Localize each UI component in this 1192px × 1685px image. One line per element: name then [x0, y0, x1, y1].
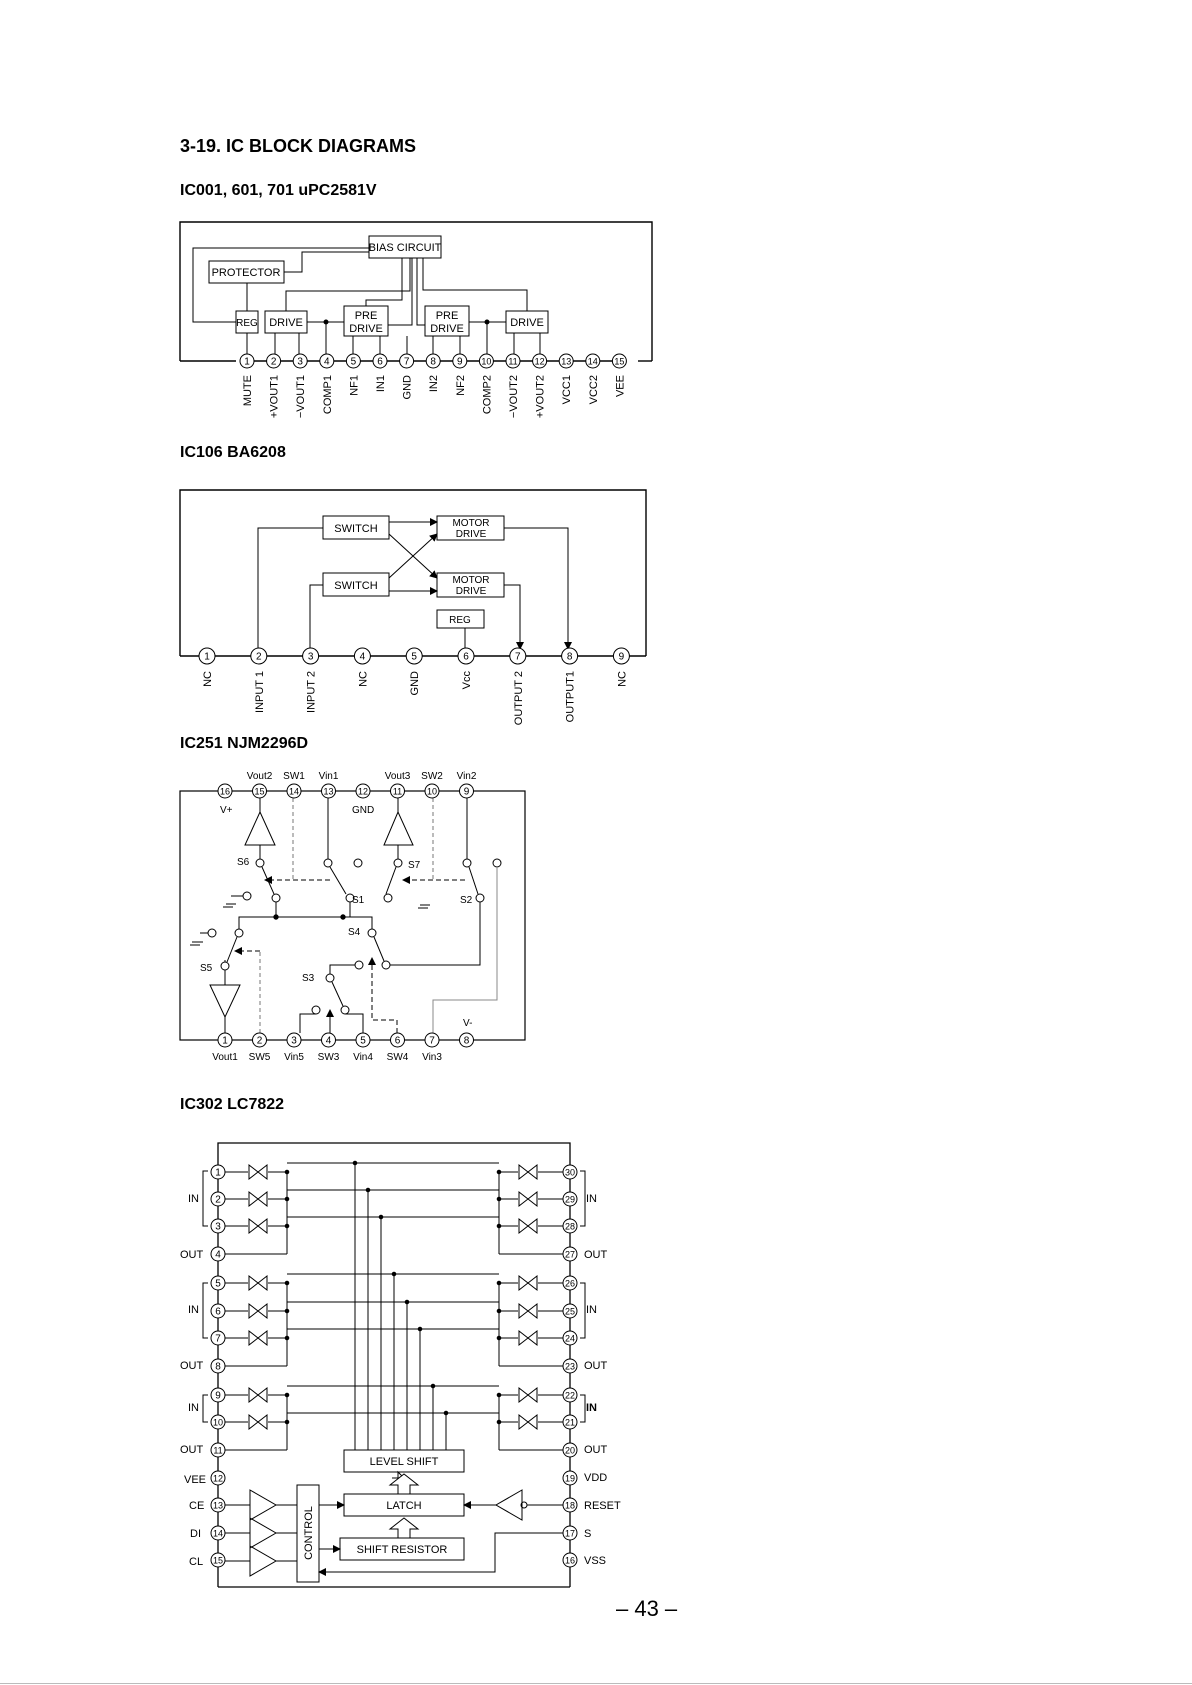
ic302-pin-22-number: 22 [564, 1390, 576, 1401]
ic251-top-label-1: SW1 [283, 771, 305, 782]
ic001-pin-2-number: 2 [270, 356, 277, 368]
ic106-pin-label-9: NC [616, 671, 629, 687]
ic001-pin-4-number: 4 [324, 356, 330, 368]
ic251-top-pin-12-number: 12 [357, 786, 369, 797]
ic251-top-pin-14-number: 14 [288, 786, 300, 797]
ic302-pin-21-number: 21 [564, 1417, 576, 1428]
ic251-bottom-label-0: Vout1 [212, 1052, 238, 1063]
ic302-transmission-gate [249, 1331, 267, 1345]
ic302-pin-24-number: 24 [564, 1333, 576, 1344]
ic302-transmission-gate [519, 1276, 537, 1290]
motor2-label: MOTOR [452, 575, 490, 586]
ic302-transmission-gate [249, 1415, 267, 1429]
reg-label-106: REG [449, 615, 471, 626]
in-label-9: IN [188, 1402, 199, 1414]
ic251-top-label-5: Vin2 [456, 771, 477, 782]
ic302-pin-4-number: 4 [215, 1249, 221, 1261]
in-label-1: IN [188, 1193, 199, 1205]
ic302-pin-28-number: 28 [564, 1221, 576, 1232]
ic106-pin-3-number: 3 [307, 651, 314, 663]
ic001-pin-label-5: NF1 [348, 375, 361, 396]
ic001-pin-11-number: 11 [508, 356, 518, 367]
ic302-pin-16-number: 16 [564, 1555, 576, 1566]
pre1-label: PRE [354, 310, 378, 322]
ic106-pin-6-number: 6 [463, 651, 469, 663]
ic251-title: IC251 NJM2296D [180, 735, 309, 752]
out-label-27: OUT [584, 1249, 608, 1261]
ic001-pin-14-number: 14 [587, 356, 598, 367]
in-label-29: IN [586, 1193, 597, 1205]
ic106-pin-9-number: 9 [618, 651, 625, 663]
ic251-top-pin-13-number: 13 [323, 786, 334, 797]
ic001-pin-1-number: 1 [244, 356, 250, 368]
ic001-pin-label-2: +VOUT1 [268, 375, 281, 419]
ic302-pin-25-number: 25 [564, 1306, 576, 1317]
ic302-pin-15-number: 15 [212, 1555, 224, 1566]
ic106-pin-5-number: 5 [411, 651, 417, 663]
s2-label: S2 [460, 895, 473, 906]
ic302-transmission-gate [519, 1219, 537, 1233]
ic302-pin-23-number: 23 [564, 1361, 576, 1372]
ic302-pin-5-number: 5 [215, 1278, 221, 1290]
ic302-transmission-gate [249, 1304, 267, 1318]
ic302-pin-9-number: 9 [215, 1390, 221, 1402]
reset-inverter [496, 1490, 522, 1520]
ic001-pin-12-number: 12 [534, 356, 545, 367]
in-label-25: IN [586, 1304, 597, 1316]
ic251-bottom-pin-3-number: 3 [291, 1035, 297, 1047]
ic251-bottom-pin-4-number: 4 [325, 1035, 332, 1047]
ic251-diagram [180, 791, 525, 1040]
ic302-pin-18-number: 18 [564, 1500, 576, 1511]
ic106-pin-label-6: Vcc [461, 671, 473, 690]
ic302-pin-17-number: 17 [564, 1528, 576, 1539]
reg-label: REG [236, 318, 258, 329]
schmitt-di [250, 1518, 276, 1548]
s3-label: S3 [302, 973, 315, 984]
reset-label: RESET [584, 1500, 621, 1512]
ic001-pin-label-14: VCC2 [587, 375, 600, 405]
ic251-bottom-label-4: Vin4 [353, 1052, 373, 1063]
amp-vout3 [384, 812, 413, 845]
di-label: DI [190, 1528, 201, 1540]
drive2-label-106: DRIVE [455, 586, 487, 597]
ic001-pin-15-number: 15 [614, 356, 625, 367]
ic001-pin-6-number: 6 [377, 356, 383, 368]
ic106-pin-label-8: OUTPUT1 [564, 671, 577, 723]
latch-label: LATCH [386, 1500, 422, 1512]
ic001-pin-5-number: 5 [350, 356, 357, 368]
ic302-pin-26-number: 26 [564, 1278, 576, 1289]
ic251-top-pin-9-number: 9 [463, 786, 470, 798]
ic001-pin-3-number: 3 [297, 356, 303, 368]
s1-label: S1 [352, 895, 365, 906]
ic106-pin-label-7: OUTPUT 2 [512, 671, 525, 726]
ic302-transmission-gate [249, 1388, 267, 1402]
ic251-bottom-pin-5-number: 5 [360, 1035, 366, 1047]
gnd-label: GND [352, 805, 375, 816]
ic001-pins [240, 354, 626, 418]
vee-label: VEE [184, 1474, 207, 1486]
pre-drive2-label: DRIVE [430, 323, 464, 335]
s5-label: S5 [200, 963, 213, 974]
drive2-label: DRIVE [510, 317, 544, 329]
ic302-pin-6-number: 6 [215, 1306, 221, 1318]
ic001-pin-13-number: 13 [561, 356, 572, 367]
ic251-bottom-pin-7-number: 7 [429, 1035, 435, 1047]
ic302-transmission-gate [519, 1192, 537, 1206]
ic302-title: IC302 LC7822 [180, 1096, 285, 1113]
ic302-transmission-gate [249, 1165, 267, 1179]
ic001-pin-label-9: NF2 [454, 375, 467, 396]
ic106-pin-label-2: INPUT 1 [253, 671, 266, 713]
ic302-pin-8-number: 8 [215, 1361, 221, 1373]
ic001-pin-label-13: VCC1 [561, 375, 574, 405]
switch2-label: SWITCH [334, 580, 378, 592]
cl-label: CL [189, 1556, 204, 1568]
ic106-pin-7-number: 7 [515, 651, 521, 663]
ic106-pin-label-5: GND [409, 671, 422, 696]
ic106-pins [180, 648, 646, 725]
page-heading: 3-19. IC BLOCK DIAGRAMS [180, 136, 417, 156]
ic302-transmission-gate [519, 1415, 537, 1429]
ic302-pin-7-number: 7 [215, 1333, 221, 1345]
ic001-pin-label-11: −VOUT2 [508, 375, 520, 419]
ic001-pin-9-number: 9 [457, 356, 463, 368]
ic251-top-pin-16-number: 16 [219, 786, 231, 797]
ic302-transmission-gate [249, 1192, 267, 1206]
ic251-top-pin-10-number: 10 [426, 786, 438, 797]
ic302-pin-27-number: 27 [564, 1249, 576, 1260]
ic106-title: IC106 BA6208 [180, 444, 286, 461]
ic302-transmission-gate [249, 1219, 267, 1233]
schmitt-cl [250, 1546, 276, 1576]
vss-label: VSS [584, 1555, 607, 1567]
ic302-transmission-gate [519, 1331, 537, 1345]
vdd-label: VDD [584, 1472, 608, 1484]
ic302-pin-14-number: 14 [212, 1528, 224, 1539]
ic302-pin-2-number: 2 [215, 1194, 221, 1206]
drive1-label-106: DRIVE [455, 529, 487, 540]
ic106-pin-2-number: 2 [256, 651, 262, 663]
vminus-label: V- [463, 1018, 473, 1029]
ic001-pin-label-15: VEE [614, 375, 627, 398]
ic251-bottom-pin-2-number: 2 [256, 1035, 263, 1047]
out-label-23: OUT [584, 1360, 608, 1372]
ic302-pin-30-number: 30 [564, 1167, 576, 1178]
ic001-pin-7-number: 7 [403, 356, 410, 368]
out-label-4: OUT [180, 1249, 204, 1261]
in-label-22: IN [586, 1402, 597, 1414]
ic302-transmission-gate [249, 1276, 267, 1290]
s4-label: S4 [348, 927, 361, 938]
ic251-bottom-label-5: SW4 [386, 1052, 409, 1063]
ic251-bottom-pin-1-number: 1 [222, 1035, 228, 1047]
ic302-pin-10-number: 10 [212, 1417, 224, 1428]
drive1-label: DRIVE [269, 317, 303, 329]
out-label-11: OUT [180, 1444, 204, 1456]
ic302-transmission-gate [519, 1304, 537, 1318]
s7-label: S7 [408, 860, 421, 871]
ic251-bottom-label-6: Vin3 [422, 1052, 442, 1063]
level-shift-label: LEVEL SHIFT [369, 1456, 439, 1468]
pre2-label: PRE [435, 310, 459, 322]
in-label-6: IN [188, 1304, 199, 1316]
ic001-title: IC001, 601, 701 uPC2581V [180, 182, 377, 199]
motor1-label: MOTOR [452, 518, 490, 529]
ic001-pin-label-10: COMP2 [481, 375, 494, 415]
bias-circuit-label: BIAS CIRCUIT [368, 242, 442, 254]
ic302-diagram [218, 1143, 570, 1587]
ic251-top-pin-15-number: 15 [254, 786, 265, 797]
ic001-pin-label-1: MUTE [242, 375, 254, 407]
ic106-pin-label-4: NC [357, 671, 370, 687]
ic302-pin-12-number: 12 [212, 1473, 224, 1484]
ic251-top-label-3: Vout3 [384, 771, 411, 782]
ic106-pin-label-1: NC [202, 671, 214, 687]
ic302-pin-29-number: 29 [564, 1194, 576, 1205]
s6-label: S6 [237, 857, 250, 868]
ic001-pin-10-number: 10 [481, 356, 492, 367]
ic302-pin-13-number: 13 [212, 1500, 224, 1511]
ic251-top-label-4: SW2 [421, 771, 443, 782]
page-number: – 43 – [616, 1596, 678, 1621]
ic251-top-label-2: Vin1 [318, 771, 339, 782]
s-label: S [584, 1528, 592, 1540]
ic251-top-pin-11-number: 11 [392, 786, 403, 797]
switch1-label: SWITCH [334, 523, 378, 535]
ic302-pin-20-number: 20 [564, 1445, 576, 1456]
ic302-transmission-gate [519, 1388, 537, 1402]
out-label-8: OUT [180, 1360, 204, 1372]
control-label: CONTROL [303, 1506, 315, 1560]
ic106-pin-label-3: INPUT 2 [305, 671, 318, 713]
schmitt-ce [250, 1490, 276, 1520]
ic001-pin-label-3: −VOUT1 [295, 375, 308, 419]
ic302-transmission-gate [519, 1165, 537, 1179]
page-bottom-rule [0, 1683, 1192, 1684]
protector-label: PROTECTOR [211, 267, 281, 279]
ic001-pin-label-8: IN2 [428, 375, 441, 393]
ic251-bottom-pin-8-number: 8 [463, 1035, 470, 1047]
ic106-diagram [180, 490, 646, 656]
amp-vout1 [210, 985, 240, 1017]
ic106-pin-8-number: 8 [566, 651, 573, 663]
ic001-block-labels [212, 242, 544, 335]
ic251-top-label-0: Vout2 [246, 771, 273, 782]
out-label-20: OUT [584, 1444, 608, 1456]
shift-resistor-label: SHIFT RESISTOR [356, 1544, 448, 1556]
ic302-pin-1-number: 1 [215, 1167, 221, 1179]
ic001-pin-label-6: IN1 [375, 375, 387, 393]
ic302-pin-3-number: 3 [215, 1221, 221, 1233]
ic302-pin-11-number: 11 [213, 1445, 223, 1456]
ce-label: CE [189, 1500, 205, 1512]
ic106-pin-4-number: 4 [359, 651, 366, 663]
ic106-pin-1-number: 1 [204, 651, 210, 663]
pre-drive1-label: DRIVE [349, 323, 383, 335]
ic251-bottom-label-1: SW5 [248, 1052, 271, 1063]
ic001-pin-label-4: COMP1 [321, 375, 334, 415]
ic251-bottom-label-2: Vin5 [284, 1052, 304, 1063]
ic001-pin-8-number: 8 [430, 356, 436, 368]
ic251-bottom-label-3: SW3 [317, 1052, 340, 1063]
ic001-pin-label-12: +VOUT2 [534, 375, 547, 419]
ic001-pin-label-7: GND [401, 375, 414, 400]
ic302-pin-19-number: 19 [564, 1473, 576, 1484]
amp-vout2 [245, 812, 275, 845]
ic251-bottom-pin-6-number: 6 [394, 1035, 401, 1047]
vplus-label: V+ [220, 805, 233, 816]
